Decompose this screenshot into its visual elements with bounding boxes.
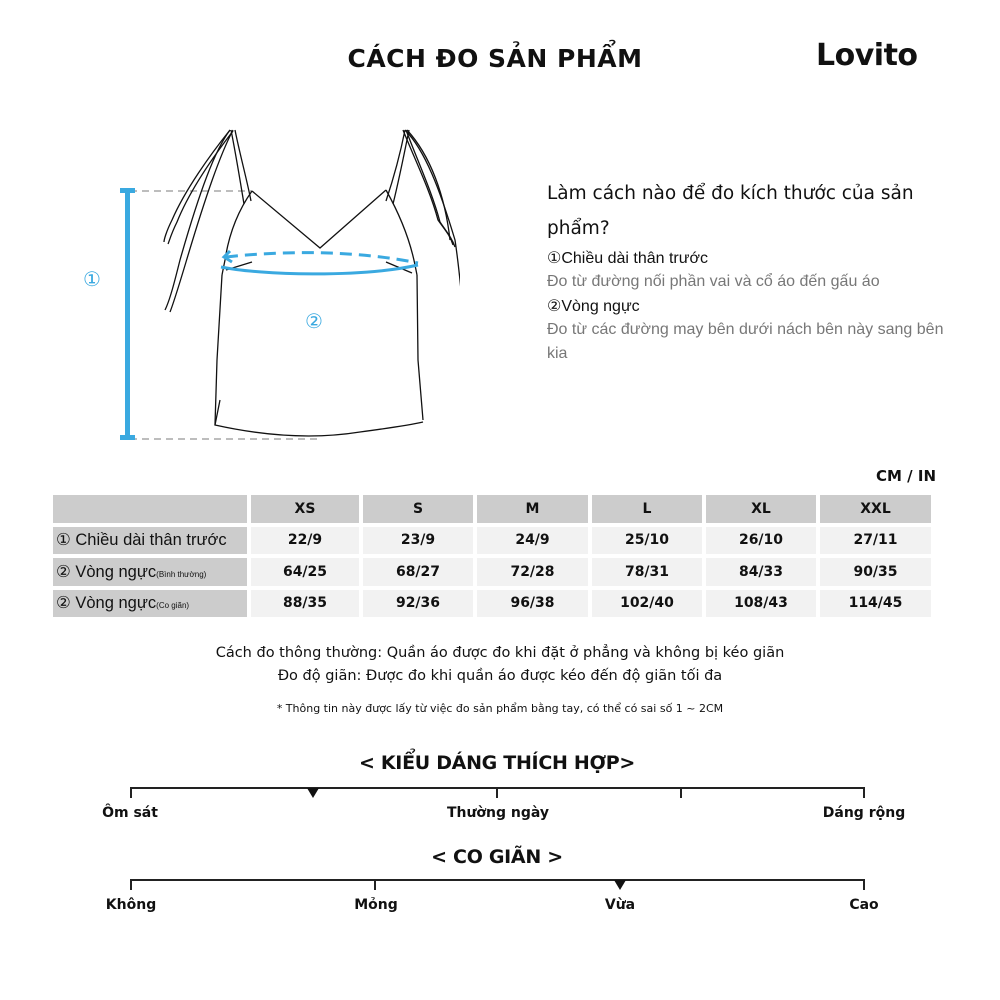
brand-logo: Lovito xyxy=(816,38,918,73)
scale-tick xyxy=(130,787,132,798)
measure-item-desc: Đo từ đường nối phần vai và cổ áo đến gấu áo xyxy=(547,273,880,290)
table-cell: 64/25 xyxy=(251,558,359,586)
scale-line xyxy=(130,879,865,881)
measure-item-title: ①Chiều dài thân trước xyxy=(547,250,708,267)
fit-label: Thường ngày xyxy=(446,805,550,821)
size-header: M xyxy=(477,495,588,523)
measure-item-desc: Đo từ các đường may bên dưới nách bên này sang bên kia xyxy=(547,321,944,362)
table-row xyxy=(53,527,931,555)
fit-label: Dáng rộng xyxy=(822,805,906,821)
note-line-normal: Cách đo thông thường: Quần áo được đo khi đặt ở phẳng và không bị kéo giãn xyxy=(215,645,785,661)
stretch-scale-title: < CO GIÃN > xyxy=(431,846,563,868)
label-2: ② xyxy=(305,309,323,333)
note-line-stretch: Đo độ giãn: Được đo khi quần áo được kéo đến độ giãn tối đa xyxy=(277,668,723,684)
row-label: ② Vòng ngực(Co giãn) xyxy=(53,590,247,618)
size-chart-table xyxy=(49,491,935,621)
table-cell: 26/10 xyxy=(706,527,816,555)
fit-marker-icon xyxy=(307,788,319,798)
scale-tick xyxy=(496,787,498,798)
table-cell: 102/40 xyxy=(592,590,702,618)
table-cell: 90/35 xyxy=(820,558,931,586)
unit-label: CM / IN xyxy=(876,467,936,485)
fit-scale-title: < KIỂU DÁNG THÍCH HỢP> xyxy=(358,752,636,774)
label-1: ① xyxy=(83,267,101,291)
stretch-marker-icon xyxy=(614,880,626,890)
scale-tick xyxy=(374,879,376,890)
fit-label: Ôm sát xyxy=(102,805,158,821)
table-cell: 78/31 xyxy=(592,558,702,586)
table-cell: 88/35 xyxy=(251,590,359,618)
table-cell: 108/43 xyxy=(706,590,816,618)
table-cell: 25/10 xyxy=(592,527,702,555)
table-header-row xyxy=(53,495,931,523)
stretch-label: Mỏng xyxy=(354,897,398,913)
page-title: CÁCH ĐO SẢN PHẨM xyxy=(347,44,643,73)
table-cell: 24/9 xyxy=(477,527,588,555)
stretch-label: Vừa xyxy=(604,897,636,913)
table-cell: 23/9 xyxy=(363,527,473,555)
stretch-scale xyxy=(130,879,865,891)
table-cell: 92/36 xyxy=(363,590,473,618)
table-cell: 68/27 xyxy=(363,558,473,586)
header-corner-cell xyxy=(53,495,247,523)
table-cell: 22/9 xyxy=(251,527,359,555)
how-to-measure-section xyxy=(547,176,967,366)
stretch-label: Không xyxy=(105,897,157,913)
size-header: XS xyxy=(251,495,359,523)
table-cell: 114/45 xyxy=(820,590,931,618)
size-header: XXL xyxy=(820,495,931,523)
footnote: * Thông tin này được lấy từ việc đo sản phẩm bằng tay, có thể có sai số 1 ~ 2CM xyxy=(276,702,724,715)
table-cell: 27/11 xyxy=(820,527,931,555)
table-row xyxy=(53,558,931,586)
size-header: XL xyxy=(706,495,816,523)
size-header: L xyxy=(592,495,702,523)
scale-tick xyxy=(680,787,682,798)
table-cell: 84/33 xyxy=(706,558,816,586)
garment-measurement-diagram xyxy=(60,110,460,450)
size-header: S xyxy=(363,495,473,523)
table-row xyxy=(53,590,931,618)
row-label: ① Chiều dài thân trước xyxy=(53,527,247,555)
length-measure-bar-icon xyxy=(120,188,135,440)
scale-tick xyxy=(863,787,865,798)
measure-item-title: ②Vòng ngực xyxy=(547,298,640,315)
stretch-label: Cao xyxy=(849,897,879,913)
fit-scale xyxy=(130,787,865,799)
table-cell: 96/38 xyxy=(477,590,588,618)
scale-tick xyxy=(863,879,865,890)
table-cell: 72/28 xyxy=(477,558,588,586)
row-label: ② Vòng ngực(Bình thường) xyxy=(53,558,247,586)
scale-tick xyxy=(130,879,132,890)
measurement-notes xyxy=(0,642,1000,688)
garment-outline-icon xyxy=(164,130,460,436)
how-to-question: Làm cách nào để đo kích thước của sản phẩm? xyxy=(547,183,914,239)
